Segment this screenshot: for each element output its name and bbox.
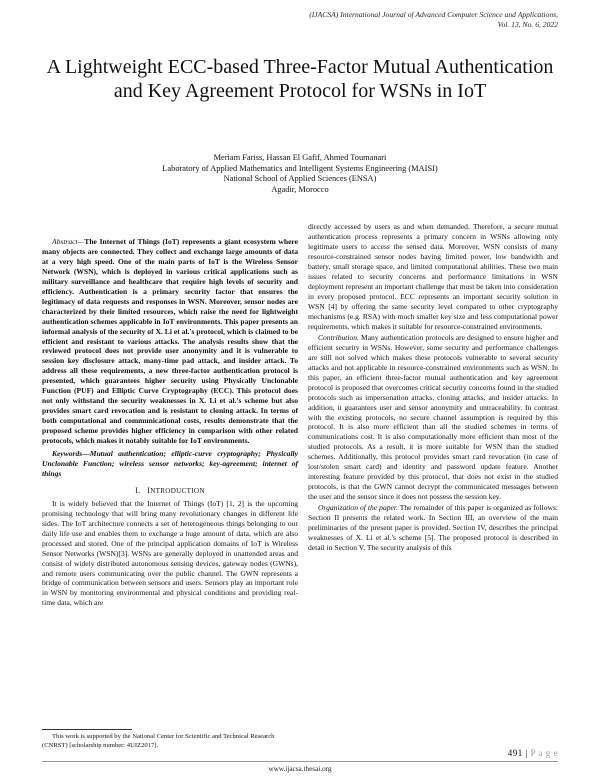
contribution-lead: Contribution. bbox=[318, 332, 359, 342]
right-column bbox=[308, 222, 558, 555]
page-separator: | bbox=[522, 748, 531, 758]
contribution-text: Many authentication protocols are designed to ensure higher and efficient security in WSNs. However, some security and performance challenges are still not solved which makes these protocols vulnerable to several security attacks and not applicable in resource-constrained environments such as WSN. In this paper, an efficient three-factor mutual authentication and key agreement protocol is proposed that overcomes critical security concerns found in the studied protocols such as impersonation attacks, cloning attacks, and insider attacks. In addition, it guarantees user and sensor anonymity and untraceability. In contrast with the existing protocols, no secure channel assumption is required by this protocol. It is also more efficient than all the studied schemes in terms of communications cost. It is also computationally more efficient than most of the studied protocols. As a result, it is more suitable for WSN than the studied schemes. Additionally, this protocol provides smart card revocation (in case of lost/stolen smart card) and identity and password update feature. Another interesting feature provided by this protocol, that does not exist in the studied protocols, is that the GWN cannot decrypt the communicated messages between the user and the sensor since it does not possess the session key. bbox=[308, 332, 558, 502]
abstract-text: The Internet of Things (IoT) represents a giant ecosystem where many objects are connected. They collect and exchange large amounts of data at a very high speed. One of the main parts of IoT is the Wireless Sensor Network (WSN), which is deployed in various critical applications such as military surveillance and healthcare that require high levels of security and efficiency. Authentication is a primary security factor that ensures the legitimacy of data requests and responses in WSN. Moreover, sensor nodes are characterized by their limited resources, which raise the need for lightweight authentication schemes applicable in IoT environments. This paper presents an informal analysis of the security of X. Li et al.'s protocol, which is claimed to be efficient and resistant to various attacks. The analysis results show that the reviewed protocol does not provide user anonymity and it is vulnerable to session key disclosure attack, many-time pad attack, and insider attack. To address all these requirements, a new three-factor authentication protocol is presented, which guarantees higher security using Physically Unclonable Function (PUF) and Elliptic Curve Cryptography (ECC). This protocol does not only withstand the security weaknesses in X. Li et al.'s scheme but also provides smart card revocation and is resistant to cloning attack. In terms of both computational and communicational costs, results demonstrate that the proposed scheme provides higher efficiency in comparison with other related protocols, which makes it notably suitable for IoT environments. bbox=[42, 237, 298, 446]
section-number: I. bbox=[135, 485, 141, 495]
section-title-rest: NTRODUCTION bbox=[150, 486, 205, 495]
footnote-rule bbox=[42, 729, 132, 730]
abstract-label: Abstract— bbox=[52, 237, 85, 246]
author-school: National School of Applied Sciences (ENSA) bbox=[223, 174, 377, 184]
intro-paragraph: It is widely believed that the Internet of Things (IoT) [1, 2] is the upcoming promising technology that will bring many revolutionary changes in different life sides. The IoT architecture connects a set of heterogeneous things belonging to our daily life use and enables them to exchange a huge amount of data, which are also processed and stored. One of the principal application domains of IoT is Wireless Sensor Networks (WSN)[3]. WSNs are generally deployed in unattended areas and consist of widely distributed autonomous sensing devices, gateway nodes (GWNs), and remote users communicating over the public channel. The GWN represents a bridge of communication between sensors and users. Sensors play an important role in WSN by monitoring environmental and physical conditions and providing real-time data, which are bbox=[42, 498, 298, 608]
contribution-paragraph bbox=[308, 333, 558, 502]
footer-url: www.ijacsa.thesai.org bbox=[268, 765, 332, 773]
section-title-initial: I bbox=[147, 485, 151, 495]
organization-lead: Organization of the paper. bbox=[318, 503, 398, 513]
journal-header bbox=[309, 10, 558, 29]
author-lab: Laboratory of Applied Mathematics and Intelligent Systems Engineering (MAISI) bbox=[162, 163, 438, 173]
paper-title: A Lightweight ECC-based Three-Factor Mutual Authentication and Key Agreement Protocol for WSNs in IoT bbox=[46, 56, 554, 102]
keywords-paragraph: Keywords—Mutual authentication; elliptic-curve cryptography; Physically Unclonable Function; wireless sensor networks; key-agreement; internet of things bbox=[42, 449, 298, 478]
author-names: Meriam Fariss, Hassan El Gafif, Ahmed Toumanari bbox=[213, 153, 387, 162]
left-column bbox=[42, 237, 298, 610]
organization-text: The remainder of this paper is organized as follows: Section II presents the related work. In Section III, an overview of the main preliminaries of the present paper is provided. Section IV, describes the principal weaknesses of X. Li et al.'s scheme [5]. The proposed protocol is described in detail in Section V. The security analysis of this bbox=[308, 503, 558, 553]
page-rule bbox=[42, 761, 558, 762]
page-label: P a g e bbox=[530, 748, 558, 758]
organization-paragraph bbox=[308, 503, 558, 553]
section-heading-introduction bbox=[42, 486, 298, 497]
footnote: This work is supported by the National Center for Scientific and Technical Research (CNRST) [scholarship number: 4UIZ2017]. bbox=[42, 733, 275, 749]
journal-name: (IJACSA) International Journal of Advanced Computer Science and Applications, bbox=[309, 10, 558, 19]
page-number-value: 491 bbox=[507, 748, 523, 758]
author-city: Agadir, Morocco bbox=[271, 184, 329, 194]
journal-volume: Vol. 13, No. 6, 2022 bbox=[497, 19, 558, 29]
page-number bbox=[508, 748, 558, 758]
abstract-paragraph bbox=[42, 237, 298, 446]
intro-continuation-paragraph: directly accessed by users as and when demanded. Therefore, a secure mutual authentication process represents a primary concern in WSNs allowing only legitimate users to access the sensed data. Moreover, WSN consists of many resource-constrained sensor nodes having limited power, low bandwidth and battery, small storage space, and limited computational abilities. These two main issues related to security concerns and performance limitations in WSN deployment represent an important challenge that must be taken into consideration in every proposed protocol. ECC represents an important security solution in WSN [4] by offering the same security level compared to other cryptography mechanisms (e.g. RSA) with much smaller key size and less computational power requirements, which makes it suitable for resource-constrained environments. bbox=[308, 222, 558, 331]
author-block bbox=[40, 153, 560, 195]
